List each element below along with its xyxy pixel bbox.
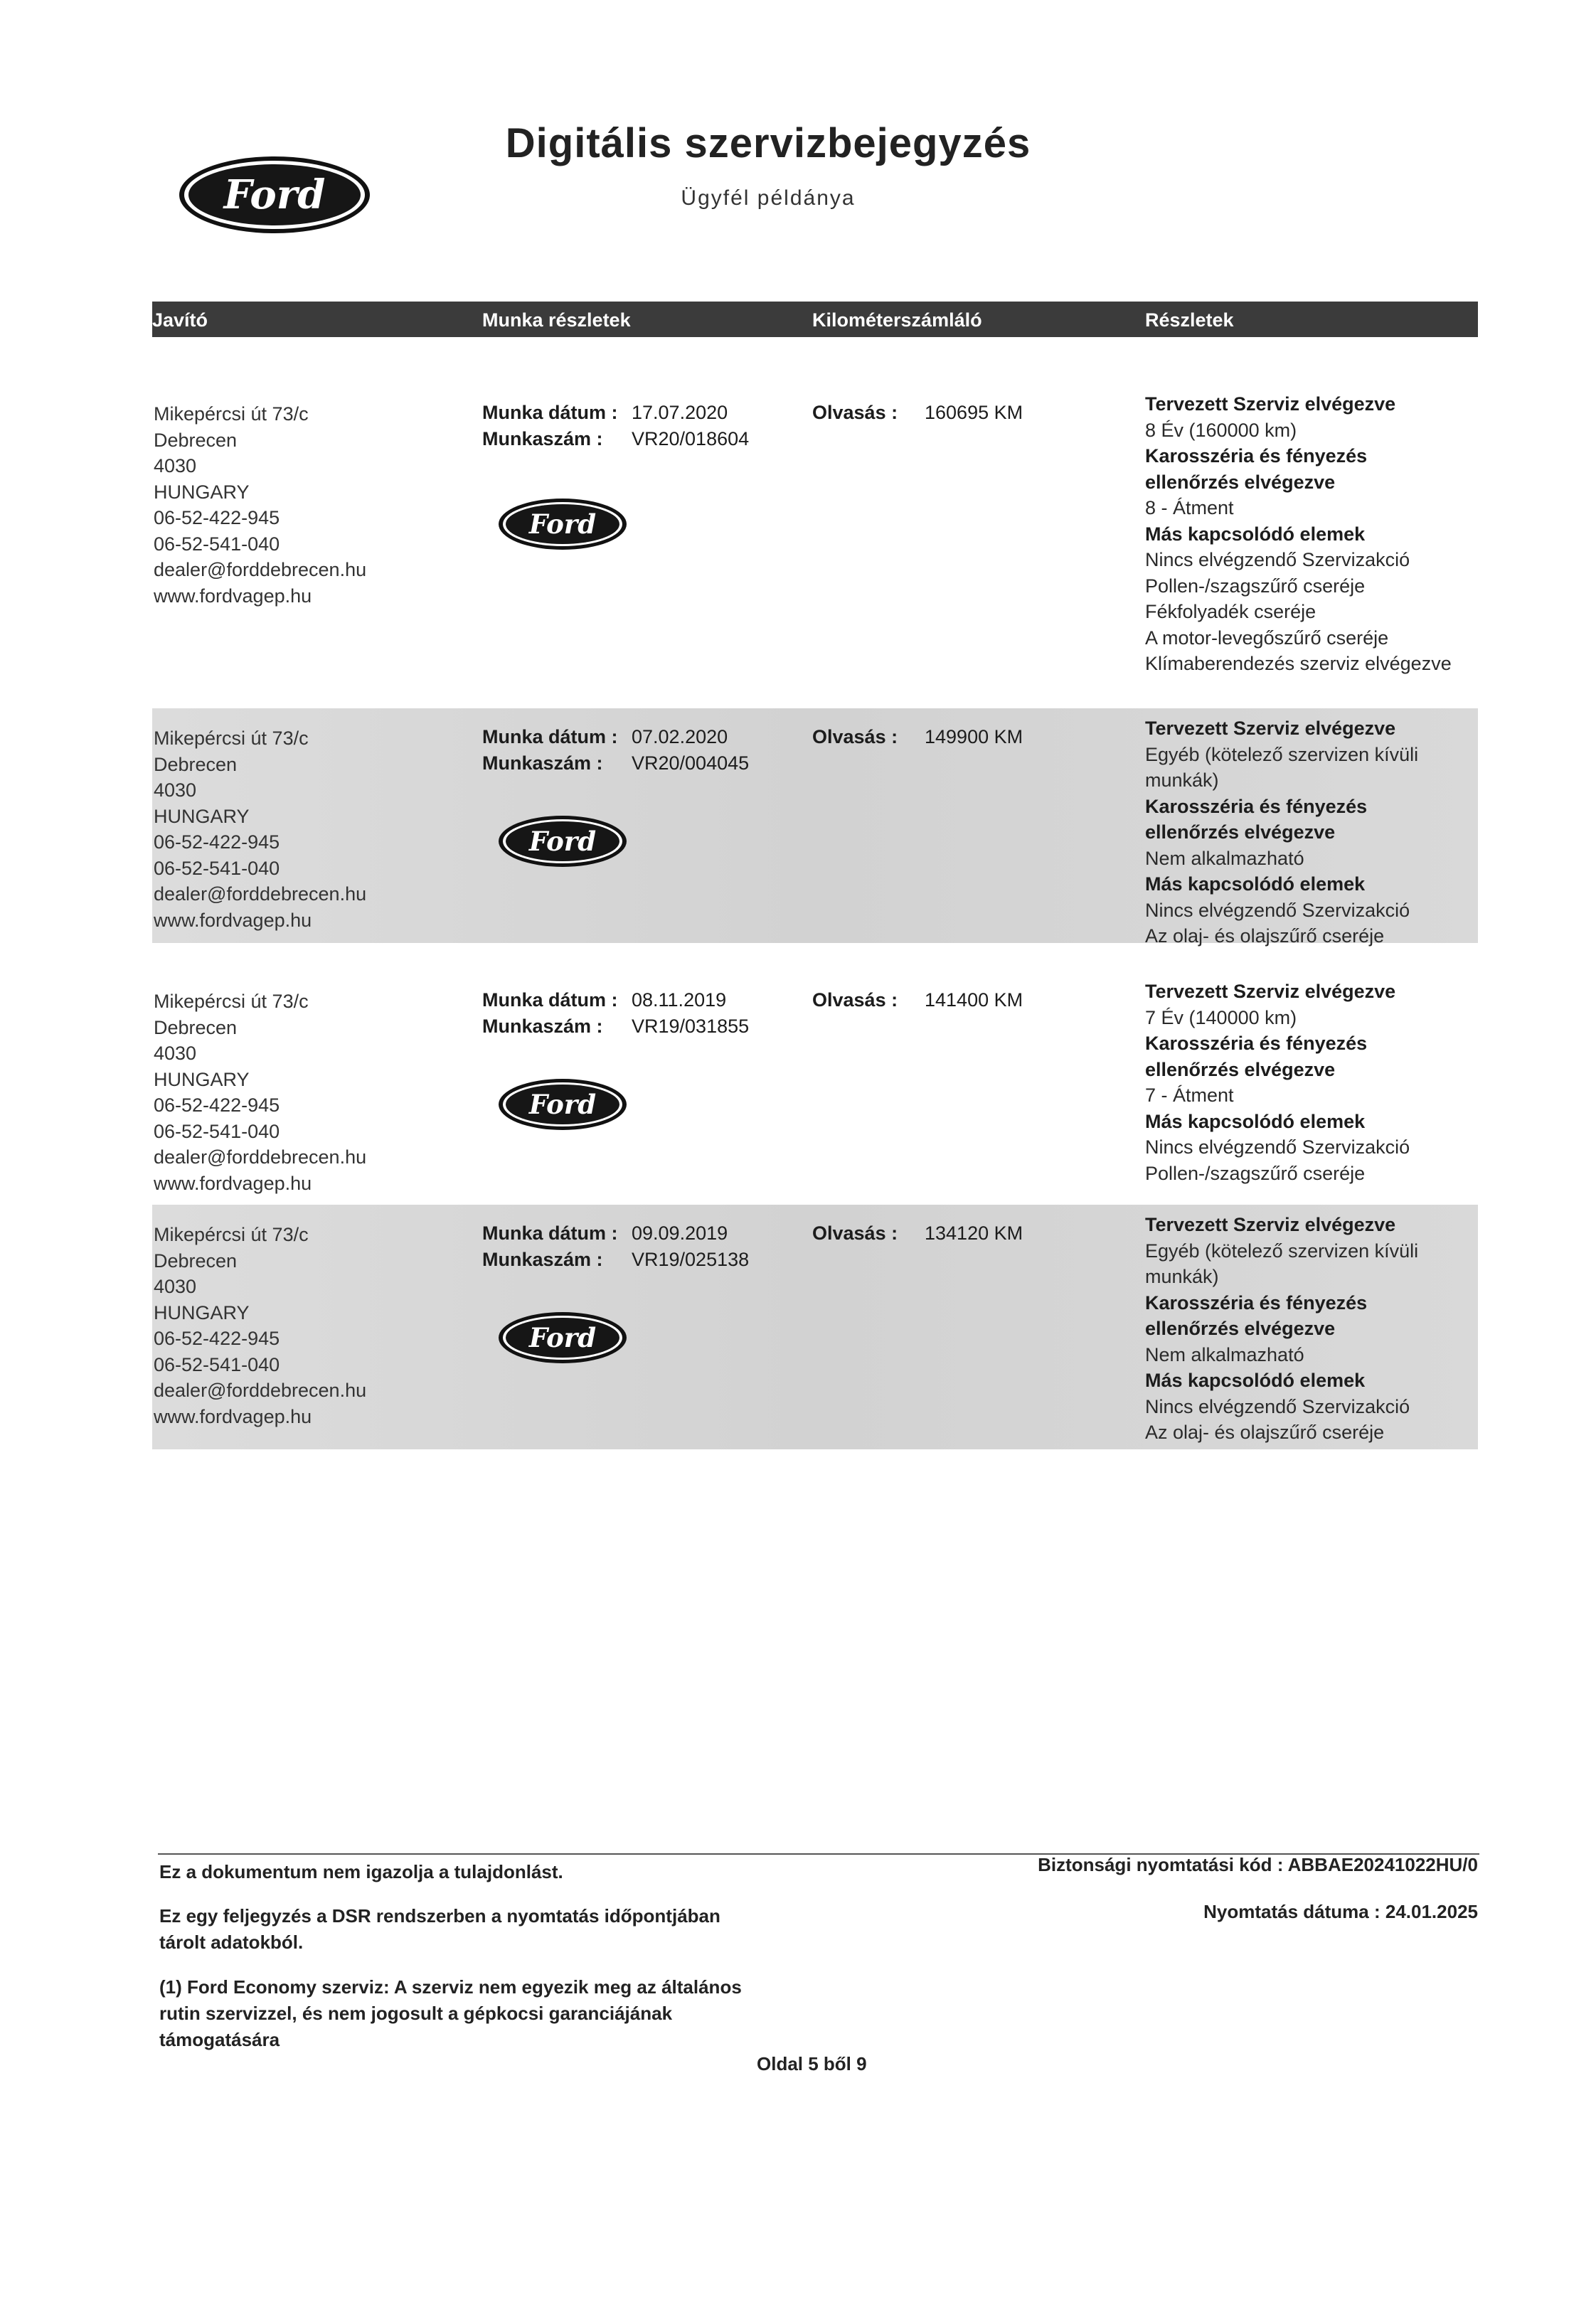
reading-label: Olvasás : [812,1222,898,1244]
detail-heading: Más kapcsolódó elemek [1145,873,1366,895]
detail-heading: Karosszéria és fényezés [1145,1033,1368,1054]
svg-text:Ford: Ford [528,1322,597,1353]
detail-item: Egyéb (kötelező szervizen kívüli [1145,743,1419,765]
work-details [482,1220,795,1272]
repairer-info-line: dealer@forddebrecen.hu [154,1146,367,1168]
repairer-info-line: HUNGARY [154,1301,250,1323]
repairer-info-line: Mikepércsi út 73/c [154,1224,309,1245]
economy-service-note [159,1974,742,2053]
column-header-repairer: Javító [152,309,208,331]
page-number: Oldal 5 ből 9 [757,2053,867,2074]
economy-note-line: (1) Ford Economy szerviz: A szerviz nem egyezik meg az általános [159,1976,742,1998]
repairer-info-line: 06-52-541-040 [154,1120,280,1142]
detail-heading: Karosszéria és fényezés [1145,1291,1368,1314]
ford-logo [498,1078,627,1131]
repairer-info-line: Debrecen [154,1016,238,1038]
security-print-code [1038,1852,1478,1878]
page-title: Digitális szervizbejegyzés [505,120,1031,166]
work-number-label: Munkaszám : [482,1248,603,1270]
reading-label: Olvasás : [812,989,898,1011]
work-details [482,724,795,776]
service-details [1145,1212,1479,1446]
work-date-value: 08.11.2019 [632,989,727,1011]
service-details [1145,979,1479,1186]
detail-item: Nincs elvégzendő Szervizakció [1145,1395,1410,1417]
repairer-info-line: 06-52-422-945 [154,507,280,528]
detail-item: Az olaj- és olajszűrő cseréje [1145,1422,1385,1443]
repairer-info [154,989,467,1196]
repairer-info-line: 4030 [154,779,197,801]
reading-value: 160695 KM [925,402,1023,423]
repairer-info-line: HUNGARY [154,1068,250,1090]
dsr-note [159,1903,720,1956]
reading-value: 141400 KM [925,989,1023,1011]
detail-item: Nincs elvégzendő Szervizakció [1145,1136,1410,1158]
page-subtitle: Ügyfél példánya [681,186,856,210]
detail-item: munkák) [1145,769,1219,791]
repairer-info-line: Debrecen [154,1250,238,1272]
reading-label: Olvasás : [812,726,898,747]
service-record [152,384,1478,683]
svg-text:Ford: Ford [528,826,597,857]
repairer-info-line: Mikepércsi út 73/c [154,728,309,749]
detail-item: 8 Év (160000 km) [1145,419,1297,441]
repairer-info-line: Debrecen [154,429,238,451]
repairer-info [154,725,467,933]
work-details [482,987,795,1039]
repairer-info-line: www.fordvagep.hu [154,585,312,607]
column-header-odometer: Kilométerszámláló [812,309,982,331]
work-number-value: VR19/031855 [632,1015,750,1037]
odometer-reading [812,400,1111,426]
detail-item: 7 - Átment [1145,1085,1234,1106]
reading-label: Olvasás : [812,402,898,423]
detail-heading: Tervezett Szerviz elvégezve [1145,393,1396,415]
detail-heading: Tervezett Szerviz elvégezve [1145,718,1396,739]
repairer-info-line: www.fordvagep.hu [154,909,312,931]
repairer-info-line: Debrecen [154,753,238,775]
repairer-info-line: 06-52-422-945 [154,1328,280,1349]
work-date-label: Munka dátum : [482,402,618,423]
work-number-label: Munkaszám : [482,427,603,449]
detail-heading: ellenőrzés elvégezve [1145,471,1336,493]
detail-heading: ellenőrzés elvégezve [1145,1058,1336,1080]
odometer-reading [812,987,1111,1013]
detail-item: munkák) [1145,1266,1219,1287]
repairer-info-line: HUNGARY [154,481,250,503]
svg-text:Ford: Ford [528,1089,597,1120]
repairer-info-line: 06-52-541-040 [154,1353,280,1375]
service-details [1145,391,1479,677]
ford-logo [498,815,627,868]
odometer-reading [812,724,1111,750]
dsr-note-line: tárolt adatokból. [159,1932,304,1953]
column-header-work-details: Munka részletek [482,309,631,331]
detail-item: Nincs elvégzendő Szervizakció [1145,549,1410,570]
ownership-disclaimer: Ez a dokumentum nem igazolja a tulajdonlást. [159,1861,563,1882]
repairer-info-line: Mikepércsi út 73/c [154,991,309,1012]
work-date-label: Munka dátum : [482,989,618,1011]
svg-text:Ford: Ford [223,171,326,218]
print-date-value: 24.01.2025 [1385,1901,1478,1922]
detail-item: Nincs elvégzendő Szervizakció [1145,899,1410,921]
detail-heading: Más kapcsolódó elemek [1145,1370,1366,1391]
repairer-info-line: 06-52-422-945 [154,1094,280,1116]
detail-item: Pollen-/szagszűrő cseréje [1145,1162,1366,1184]
repairer-info-line: dealer@forddebrecen.hu [154,1380,367,1401]
repairer-info-line: 4030 [154,1043,197,1064]
repairer-info-line: 4030 [154,1276,197,1297]
detail-heading: Karosszéria és fényezés [1145,795,1368,817]
odometer-reading [812,1220,1111,1247]
detail-item: A motor-levegőszűrő cseréje [1145,627,1389,649]
detail-item: Nem alkalmazható [1145,1343,1304,1365]
reading-value: 134120 KM [925,1222,1023,1244]
detail-item: Fékfolyadék cseréje [1145,601,1316,622]
repairer-info-line: www.fordvagep.hu [154,1172,312,1194]
detail-item: 7 Év (140000 km) [1145,1006,1297,1028]
service-record [152,971,1478,1199]
work-number-value: VR19/025138 [632,1248,750,1270]
print-date-label: Nyomtatás dátuma : [1203,1901,1380,1922]
repairer-info-line: dealer@forddebrecen.hu [154,559,367,580]
repairer-info-line: 06-52-541-040 [154,533,280,555]
work-date-label: Munka dátum : [482,1222,618,1244]
detail-item: Nem alkalmazható [1145,847,1304,869]
work-number-label: Munkaszám : [482,752,603,774]
detail-item: Egyéb (kötelező szervizen kívüli [1145,1240,1419,1262]
repairer-info-line: www.fordvagep.hu [154,1405,312,1427]
economy-note-line: támogatására [159,2029,280,2050]
repairer-info-line: HUNGARY [154,805,250,827]
repairer-info-line: Mikepércsi út 73/c [154,403,309,425]
security-code-value: ABBAE20241022HU/0 [1287,1854,1478,1875]
ford-logo [178,155,371,235]
ford-logo [498,498,627,550]
column-header-details: Részletek [1145,309,1234,331]
reading-value: 149900 KM [925,726,1023,747]
detail-heading: ellenőrzés elvégezve [1145,1318,1336,1339]
work-number-value: VR20/004045 [632,752,750,774]
service-record [152,708,1478,947]
detail-heading: Más kapcsolódó elemek [1145,1110,1366,1132]
service-record [152,1205,1478,1449]
detail-item: Pollen-/szagszűrő cseréje [1145,575,1366,597]
repairer-info-line: 06-52-422-945 [154,831,280,853]
repairer-info [154,401,467,609]
print-date [1203,1899,1478,1925]
work-number-label: Munkaszám : [482,1015,603,1037]
detail-heading: Tervezett Szerviz elvégezve [1145,981,1396,1002]
repairer-info-line: 4030 [154,455,197,476]
economy-note-line: rutin szervizzel, és nem jogosult a gépkocsi garanciájának [159,2003,673,2024]
detail-heading: Tervezett Szerviz elvégezve [1145,1214,1396,1235]
work-date-label: Munka dátum : [482,726,618,747]
repairer-info-line: 06-52-541-040 [154,857,280,879]
work-date-value: 07.02.2020 [632,726,728,747]
detail-item: Az olaj- és olajszűrő cseréje [1145,925,1385,947]
repairer-info [154,1222,467,1429]
detail-item: 8 - Átment [1145,497,1234,518]
work-date-value: 09.09.2019 [632,1222,728,1244]
detail-heading: Más kapcsolódó elemek [1145,523,1366,545]
dsr-note-line: Ez egy feljegyzés a DSR rendszerben a nyomtatás időpontjában [159,1905,720,1927]
detail-heading: ellenőrzés elvégezve [1145,821,1336,843]
ford-logo [498,1311,627,1364]
work-number-value: VR20/018604 [632,427,750,449]
service-details [1145,715,1479,949]
detail-heading: Karosszéria és fényezés [1145,445,1368,467]
table-header [152,302,1478,337]
security-code-label: Biztonsági nyomtatási kód : [1038,1854,1284,1875]
detail-item: Klímaberendezés szerviz elvégezve [1145,653,1452,674]
work-date-value: 17.07.2020 [632,402,728,423]
svg-text:Ford: Ford [528,508,597,540]
work-details [482,400,795,452]
repairer-info-line: dealer@forddebrecen.hu [154,883,367,905]
